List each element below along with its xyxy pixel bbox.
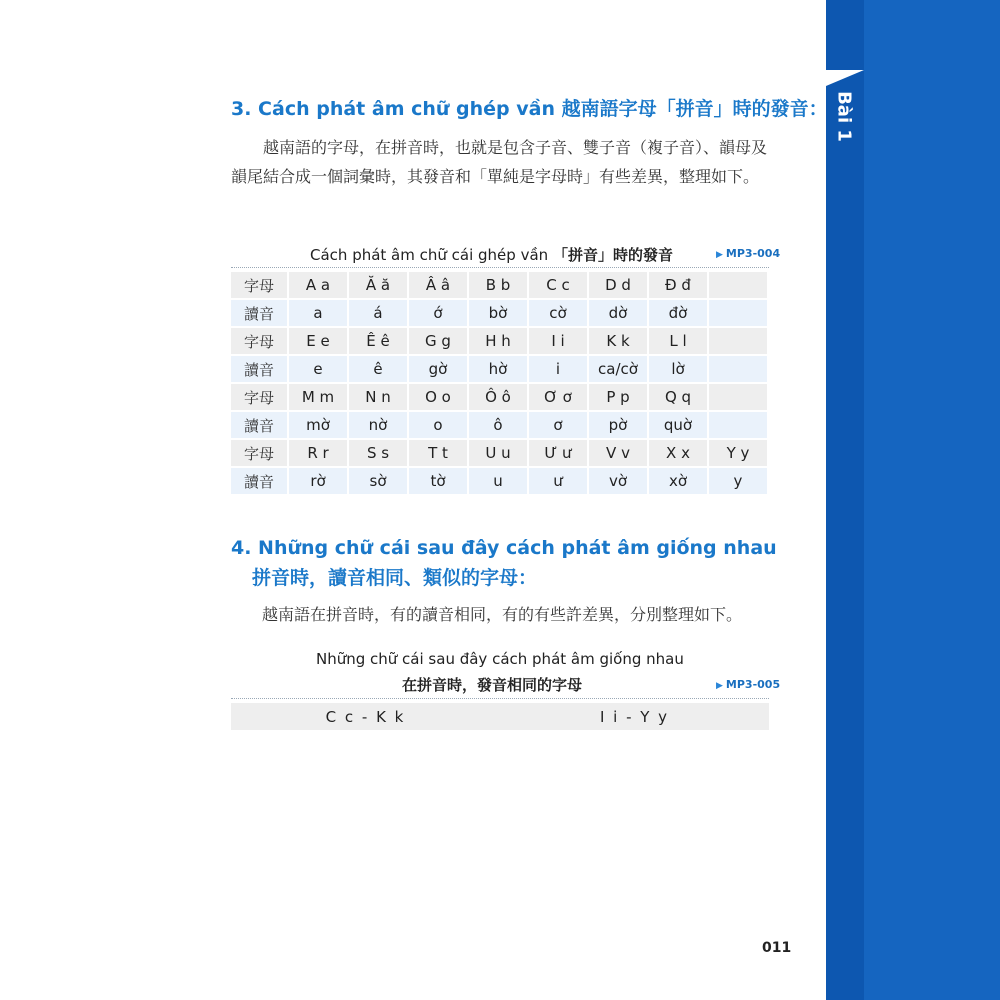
table-cell: nờ xyxy=(348,411,408,439)
table-cell: a xyxy=(288,299,348,327)
table-cell xyxy=(708,272,768,299)
pronunciation-table xyxy=(231,272,769,496)
table-cell: P p xyxy=(588,383,648,411)
table-cell: Q q xyxy=(648,383,708,411)
chapter-tab-strip xyxy=(826,0,864,1000)
table-cell: cờ xyxy=(528,299,588,327)
table-cell: K k xyxy=(588,327,648,355)
section4-heading: 4. Những chữ cái sau đây cách phát âm giống nhau xyxy=(231,537,777,559)
chapter-tab-notch xyxy=(826,70,864,86)
table-cell: Đ đ xyxy=(648,272,708,299)
chapter-tab-label: Bài 1 xyxy=(833,91,855,142)
table-cell: E e xyxy=(288,327,348,355)
section3-divider xyxy=(231,267,769,268)
row-label: 字母 xyxy=(231,272,288,299)
table-cell: Ê ê xyxy=(348,327,408,355)
row-label: 讀音 xyxy=(231,299,288,327)
table-cell: y xyxy=(708,467,768,495)
table-cell: N n xyxy=(348,383,408,411)
page-number: 011 xyxy=(762,940,792,956)
table-cell: U u xyxy=(468,439,528,467)
section4-subheading: 拼音時，讀音相同、類似的字母： xyxy=(252,567,538,589)
table-cell: M m xyxy=(288,383,348,411)
table-cell: bờ xyxy=(468,299,528,327)
section4-audio-label[interactable] xyxy=(716,678,780,691)
table-cell: ô xyxy=(468,411,528,439)
table-cell: á xyxy=(348,299,408,327)
row-label: 字母 xyxy=(231,327,288,355)
table-cell: gờ xyxy=(408,355,468,383)
table-cell xyxy=(708,411,768,439)
section3-caption-vn: Cách phát âm chữ cái ghép vần xyxy=(310,246,553,264)
table-cell: lờ xyxy=(648,355,708,383)
table-cell xyxy=(708,327,768,355)
section4-paragraph: 越南語在拼音時，有的讀音相同，有的有些許差異，分別整理如下。 xyxy=(262,605,743,624)
table-cell: R r xyxy=(288,439,348,467)
table-row xyxy=(231,383,768,411)
table-cell: Y y xyxy=(708,439,768,467)
table-cell xyxy=(708,299,768,327)
section4-caption-zh: 在拼音時，發音相同的字母 xyxy=(402,676,583,694)
table-row xyxy=(231,439,768,467)
table-cell: O o xyxy=(408,383,468,411)
section4-audio-code: MP3-005 xyxy=(725,678,781,691)
section3-caption-zh: 「拼音」時的發音 xyxy=(552,246,673,264)
row-label: 字母 xyxy=(231,439,288,467)
table-cell: vờ xyxy=(588,467,648,495)
table-cell: C c xyxy=(528,272,588,299)
section4-caption-vn: Những chữ cái sau đây cách phát âm giống nhau xyxy=(316,650,684,668)
row-label: 字母 xyxy=(231,383,288,411)
table-cell: rờ xyxy=(288,467,348,495)
table-cell xyxy=(708,383,768,411)
table-cell: S s xyxy=(348,439,408,467)
table-row xyxy=(231,327,768,355)
row-label: 讀音 xyxy=(231,411,288,439)
table-cell: u xyxy=(468,467,528,495)
table-cell: ê xyxy=(348,355,408,383)
table-row xyxy=(231,272,768,299)
table-cell: e xyxy=(288,355,348,383)
table-cell: mờ xyxy=(288,411,348,439)
table-cell: A a xyxy=(288,272,348,299)
table-cell: Â â xyxy=(408,272,468,299)
table-cell: sờ xyxy=(348,467,408,495)
table-row xyxy=(231,355,768,383)
table-cell: o xyxy=(408,411,468,439)
table-row xyxy=(231,411,768,439)
table-cell: ca/cờ xyxy=(588,355,648,383)
section3-audio-code: MP3-004 xyxy=(725,247,781,260)
table-cell: B b xyxy=(468,272,528,299)
table-cell: dờ xyxy=(588,299,648,327)
row-label: 讀音 xyxy=(231,467,288,495)
section3-paragraph: 越南語的字母，在拼音時，也就是包含子音、雙子音（複子音）、韻母及韻尾結合成一個詞彙時，其發音和「單純是字母時」有些差異，整理如下。 xyxy=(231,138,768,186)
table-cell: I i xyxy=(528,327,588,355)
table-row xyxy=(231,299,768,327)
table-cell: ớ xyxy=(408,299,468,327)
table-cell xyxy=(708,355,768,383)
section3-heading: 3. Cách phát âm chữ ghép vần 越南語字母「拼音」時的發音： xyxy=(231,98,828,120)
play-icon: ▶ xyxy=(716,681,723,691)
table-row xyxy=(231,467,768,495)
same-sound-row xyxy=(231,703,769,730)
table-cell: X x xyxy=(648,439,708,467)
table-cell: tờ xyxy=(408,467,468,495)
section3-caption xyxy=(310,244,673,265)
table-cell: V v xyxy=(588,439,648,467)
table-cell: pờ xyxy=(588,411,648,439)
section3-audio-label[interactable] xyxy=(716,247,780,260)
table-cell: xờ xyxy=(648,467,708,495)
table-cell: Ô ô xyxy=(468,383,528,411)
table-cell: L l xyxy=(648,327,708,355)
table-cell: hờ xyxy=(468,355,528,383)
table-cell: T t xyxy=(408,439,468,467)
table-cell: H h xyxy=(468,327,528,355)
table-cell: đờ xyxy=(648,299,708,327)
table-cell: G g xyxy=(408,327,468,355)
letter-pair: C c - K k xyxy=(325,707,406,726)
table-cell: Ă ă xyxy=(348,272,408,299)
table-cell: ư xyxy=(528,467,588,495)
table-cell: quờ xyxy=(648,411,708,439)
section4-divider xyxy=(231,698,769,699)
table-cell: Ơ ơ xyxy=(528,383,588,411)
play-icon: ▶ xyxy=(716,250,723,260)
table-cell: D d xyxy=(588,272,648,299)
table-cell: ơ xyxy=(528,411,588,439)
table-cell: Ư ư xyxy=(528,439,588,467)
letter-pair: I i - Y y xyxy=(599,707,670,726)
row-label: 讀音 xyxy=(231,355,288,383)
table-cell: i xyxy=(528,355,588,383)
